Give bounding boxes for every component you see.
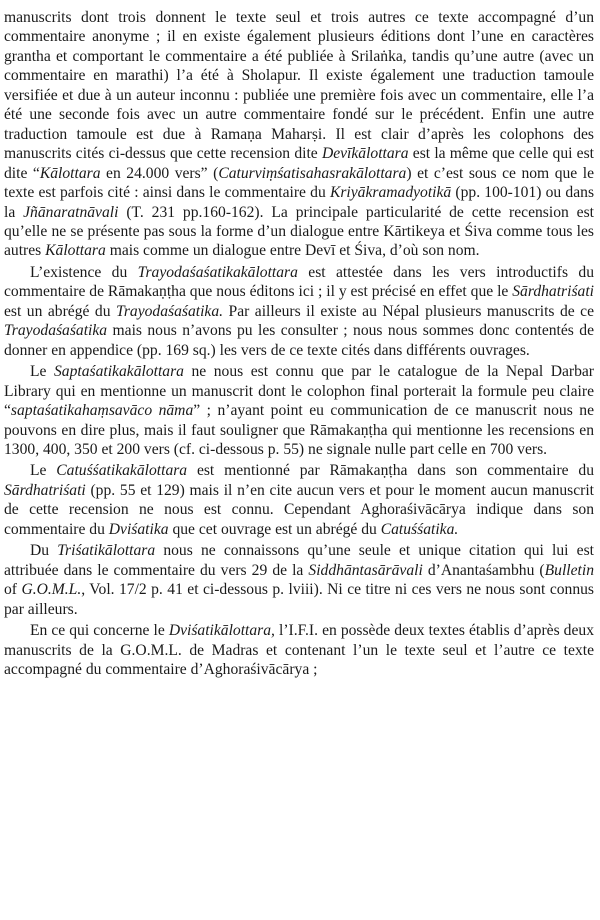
italic-title: Kālottara bbox=[39, 164, 101, 182]
italic-title: Devīkālottara bbox=[321, 145, 409, 163]
italic-title: Saptaśatikakālottara bbox=[54, 363, 184, 381]
italic-title: Bulletin bbox=[544, 561, 594, 579]
text-run: est la même que celle qui est dite “ bbox=[4, 145, 594, 182]
text-run: (pp. 55 et 129) mais il n’en cite aucun vers et pour le moment aucun manuscrit de cette recension ne nous est connu. Cependant Aghoraśivācārya indique dans son commentaire du bbox=[4, 481, 594, 538]
paragraph-4 bbox=[4, 461, 594, 539]
italic-title: Kālottara bbox=[45, 242, 106, 260]
italic-title: Dviśatikālottara, bbox=[168, 622, 275, 640]
paragraph-6 bbox=[4, 621, 594, 679]
text-run: est attestée dans les vers introductifs du commentaire de Rāmakaṇṭha que nous éditons ici ; il y est précisé en effet que le bbox=[4, 263, 594, 301]
text-run: En ce qui concerne le bbox=[30, 622, 169, 640]
text-run: nous ne connaissons qu’une seule et unique citation qui lui est attribuée dans le commentaire du vers 29 de la bbox=[4, 542, 594, 579]
italic-title: Trayodaśaśatika bbox=[4, 322, 108, 340]
text-run: mais comme un dialogue entre Devī et Śiva, d’où son nom. bbox=[105, 242, 480, 260]
italic-title: Trayodaśaśatikakālottara bbox=[137, 263, 298, 281]
text-run: Par ailleurs il existe au Népal plusieurs manuscrits de ce bbox=[223, 302, 594, 320]
italic-title: Catuśśatika. bbox=[380, 520, 459, 538]
paragraph-2 bbox=[4, 263, 594, 360]
italic-title: Sārdhatriśati bbox=[4, 481, 86, 499]
text-run: L’existence du bbox=[30, 263, 138, 281]
italic-title: G.O.M.L. bbox=[21, 581, 82, 599]
italic-title: Jñānaratnāvali bbox=[23, 203, 119, 221]
italic-title: Caturviṃśatisahasrakālottara bbox=[218, 164, 407, 182]
text-run: ” ; n’ayant point eu communication de ce manuscrit nous ne pouvons en dire plus, mais il faut souligner que Rāmakaṇṭha qui mentionne les recensions en 1300, 400, 350 et 200 vers (cf. ci-dessous p. 55) ne signale nulle part celle en 700 vers. bbox=[4, 402, 594, 458]
text-run: l’I.F.I. en possède deux textes établis d’après deux manuscrits de la G.O.M.L. de Madras et contenant l’un le texte seul et l’autre ce texte accompagné du commentaire d’Aghoraśivācārya ; bbox=[4, 622, 594, 678]
paragraph-1 bbox=[4, 8, 594, 261]
text-run: mais nous n’avons pu les consulter ; nous nous sommes donc contentés de donner en appendice (pp. 169 sq.) les vers de ce texte cités dans différents ouvrages. bbox=[4, 322, 594, 359]
text-run: est mentionné par Rāmakaṇṭha dans son commentaire du bbox=[187, 462, 594, 480]
paragraph-5 bbox=[4, 541, 594, 619]
text-run: ne nous est connu que par le catalogue de la Nepal Darbar Library qui en mentionne un manuscrit dont le colophon final porterait la formule peu claire “ bbox=[4, 363, 594, 420]
italic-title: Catuśśatikakālottara bbox=[56, 462, 188, 480]
text-run: , Vol. 17/2 p. 41 et ci-dessous p. lviii). Ni ce titre ni ces vers ne nous sont connus par ailleurs. bbox=[4, 581, 594, 618]
italic-title: saptaśatikahaṃsavāco nāma bbox=[10, 402, 194, 420]
text-run: manuscrits dont trois donnent le texte seul et trois autres ce texte accompagné d’un commentaire anonyme ; il en existe également plusieurs éditions dont l’une en caractères grantha et comportant le commentaire a été publiée à Srilaṅka, tandis qu’une autre (avec un commentaire en marathi) l’a été à Sholapur. Il existe également une traduction tamoule versifiée et due à un auteur inconnu : publiée une première fois avec un commentaire, elle l’a été une seconde fois avec un autre commentaire fondé sur le précédent. Enfin une autre traduction tamoule est due à Ramaṇa Maharṣi. Il est clair d’après les colophons des manuscrits cités ci-dessus que cette recension dite bbox=[4, 9, 594, 163]
text-run: en 24.000 vers” ( bbox=[100, 164, 219, 182]
text-run: d’Anantaśambhu ( bbox=[422, 561, 545, 579]
text-run: Du bbox=[30, 542, 58, 560]
italic-title: Kriyākramadyotikā bbox=[329, 184, 452, 202]
text-body bbox=[4, 8, 594, 679]
text-run: (pp. 100-101) ou dans la bbox=[4, 184, 595, 221]
text-run: (T. 231 pp.160-162). La principale particularité de cette recension est qu’elle ne se présente pas sous la forme d’un dialogue entre Kārtikeya et Śiva comme tous les autres bbox=[4, 203, 594, 260]
italic-title: Trayodaśaśatika. bbox=[116, 302, 224, 320]
text-run: que cet ouvrage est un abrégé du bbox=[168, 520, 381, 538]
text-run: Le bbox=[30, 363, 54, 381]
italic-title: Dviśatika bbox=[108, 520, 169, 538]
italic-title: Triśatikālottara bbox=[57, 542, 156, 560]
paragraph-3 bbox=[4, 362, 594, 459]
text-run: ) et c’est sous ce nom que le texte est parfois cité : ainsi dans le commentaire du bbox=[4, 164, 595, 202]
text-run: of bbox=[4, 581, 22, 599]
italic-title: Siddhāntasārāvali bbox=[308, 561, 423, 579]
italic-title: Sārdhatriśati bbox=[512, 283, 594, 301]
text-run: est un abrégé du bbox=[4, 302, 117, 320]
text-run: Le bbox=[30, 462, 57, 480]
